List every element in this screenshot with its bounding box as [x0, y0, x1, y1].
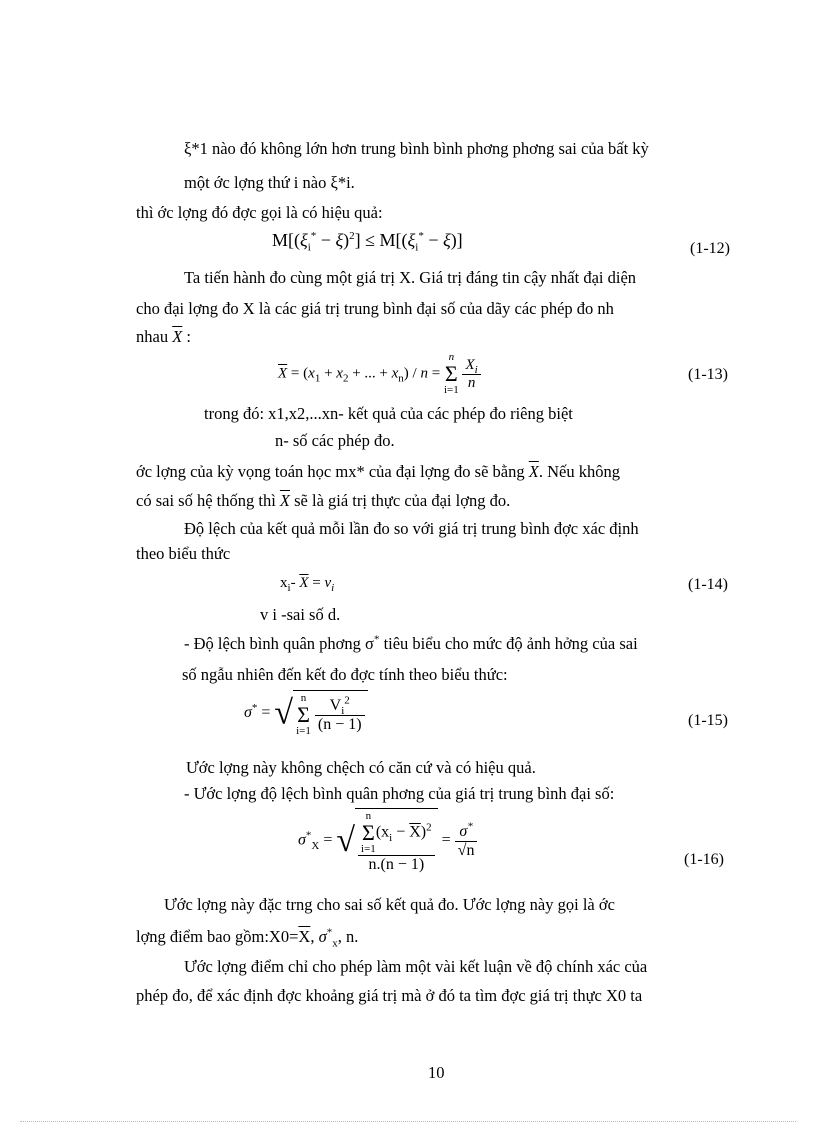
text-fragment: có sai số hệ thống thì	[136, 491, 276, 510]
text-fragment: ớc lợng của kỳ vọng toán học mx* của đại lợng đo sẽ bằng	[136, 462, 525, 481]
text-fragment: , n.	[337, 927, 359, 946]
text-line: có sai số hệ thống thì $\overline{X}$ sẽ là giá trị thực của đại lợng đo.	[136, 491, 511, 510]
text-fragment: - Độ lệch bình quân phơng	[184, 634, 361, 653]
text-line: cho đại lợng đo X là các giá trị trung bình đại số của dãy các phép đo nh	[136, 299, 614, 318]
equation-1-16: $\sigma^*_X$ = √ n Σ $i=1(x_i - \overline{X})^2$ n.(n − 1) = $\frac{\sigma^*}{√n}$	[298, 808, 477, 874]
text-line: Ta tiến hành đo cùng một giá trị X. Giá trị đáng tin cậy nhất đại diện	[184, 268, 637, 287]
equation-number: (1-12)	[690, 240, 730, 257]
equation-number: (1-14)	[688, 576, 728, 593]
equation-1-15: σ* = √ n Σ i=1 $\frac{V_i^2}{(n - 1)}$	[244, 690, 368, 737]
equation-number: (1-16)	[684, 851, 724, 868]
text-line: trong đó: x1,x2,...xn- kết quả của các phép đo riêng biệt	[204, 404, 573, 423]
text-line: ξ*1 nào đó không lớn hơn trung bình bình phơng phơng sai của bất kỳ	[184, 139, 649, 158]
text-line: thì ớc lợng đó đợc gọi là có hiệu quả:	[136, 203, 383, 222]
equation-1-14: $x_i-$ $\overline{X} = v_i$	[280, 575, 335, 594]
page-edge	[20, 1121, 796, 1122]
text-line: số ngẫu nhiên đến kết đo đợc tính theo biểu thức:	[182, 665, 508, 684]
text-line: Ước lợng điểm chỉ cho phép làm một vài kết luận về độ chính xác của	[184, 957, 648, 976]
equation-number: (1-15)	[688, 712, 728, 729]
text-line: nhau $\overline{X}$ :	[136, 327, 192, 346]
text-fragment: lợng điểm bao gồm:X0=	[136, 927, 299, 946]
equation-1-13: $\overline{X} = (x_1 + x_2$ + ... + $x_n) / n = n$ Σ i=1 $\frac{X_i}{n}$	[278, 352, 481, 396]
text-line: Ước lợng này không chệch có căn cứ và có hiệu quả.	[186, 758, 536, 777]
text-line: - Độ lệch bình quân phơng σ* tiêu biểu cho mức độ ảnh hởng của sai	[184, 633, 638, 653]
equation-1-12: $M[(\xi_i^* - \xi)^2] \le M[(\xi_i^* - \xi)]$	[272, 230, 463, 254]
text-line: ớc lợng của kỳ vọng toán học mx* của đại lợng đo sẽ bằng $\overline{X}$. Nếu không	[136, 462, 620, 481]
equation-number: (1-13)	[688, 366, 728, 383]
text-fragment: . Nếu không	[538, 462, 620, 481]
text-line: theo biểu thức	[136, 544, 231, 563]
text-line: v i -sai số d.	[260, 605, 341, 624]
text-line: n- số các phép đo.	[275, 431, 395, 450]
text-fragment: tiêu biểu cho mức độ ảnh hởng của sai	[383, 634, 638, 653]
text-line: Ước lợng này đặc trng cho sai số kết quả đo. Ước lợng này gọi là ớc	[164, 895, 615, 914]
text-fragment: sẽ là giá trị thực của đại lợng đo.	[294, 491, 511, 510]
text-line: một ớc lợng thứ i nào ξ*i.	[184, 173, 355, 192]
text-line: phép đo, để xác định đợc khoảng giá trị mà ở đó ta tìm đợc giá trị thực X0 ta	[136, 986, 643, 1005]
page-number: 10	[428, 1063, 445, 1082]
text-line: Độ lệch của kết quả mỗi lần đo so với giá trị trung bình đợc xác định	[184, 519, 639, 538]
text-line: lợng điểm bao $gồm:X0=\overline{X}$, $\sigma^*_x$, n.	[136, 926, 359, 950]
text-line: - Ước lợng độ lệch bình quân phơng của giá trị trung bình đại số:	[184, 784, 615, 803]
text-fragment: nhau	[136, 327, 169, 346]
